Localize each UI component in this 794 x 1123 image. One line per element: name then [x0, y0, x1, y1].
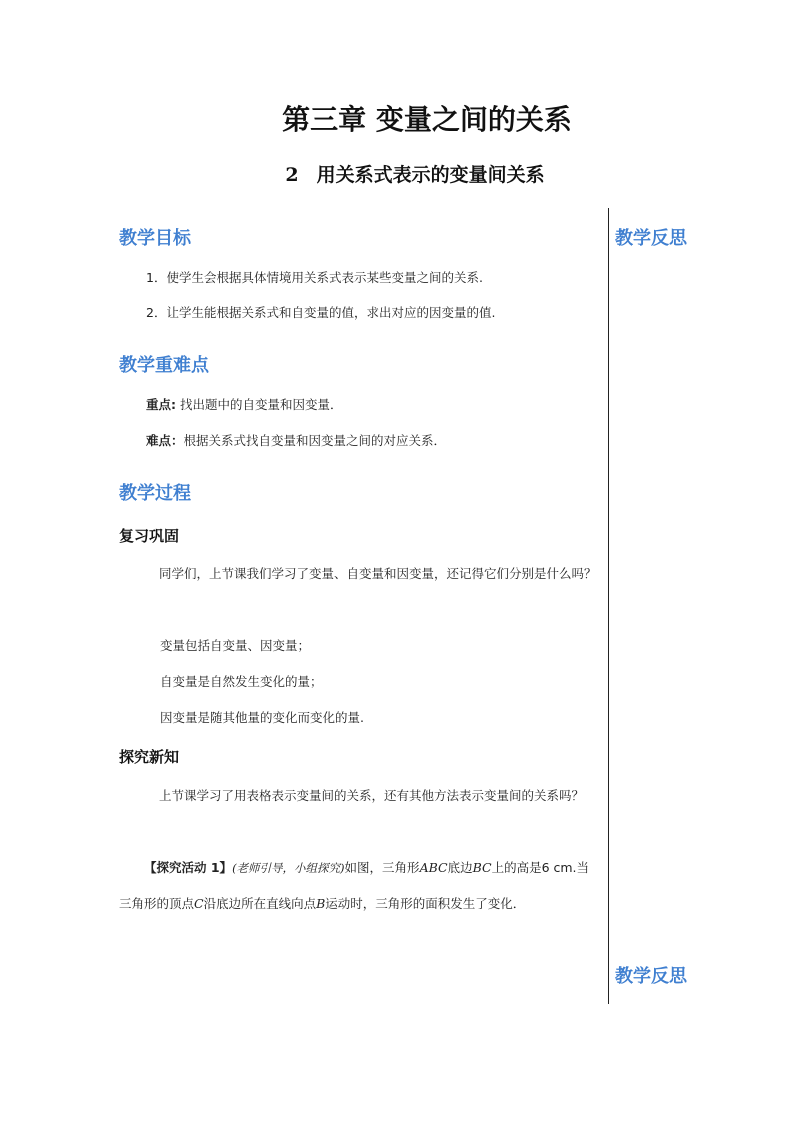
- base-name: BC: [472, 860, 492, 875]
- activity-text-1: 如图，三角形: [344, 860, 420, 875]
- triangle-name: ABC: [419, 860, 448, 875]
- review-line-3: 因变量是随其他量的变化而变化的量.: [160, 710, 364, 725]
- vertex-c: C: [194, 896, 204, 911]
- key-points-heading: 教学重难点: [119, 355, 209, 376]
- goal-item-1: 1．使学生会根据具体情境用关系式表示某些变量之间的关系.: [146, 270, 483, 285]
- difficulty-text: 根据关系式找自变量和因变量之间的对应关系．: [183, 433, 447, 448]
- activity-text-4: 沿底边所在直线向点: [203, 896, 317, 911]
- review-intro: 同学们，上节课我们学习了变量、自变量和因变量，还记得它们分别是什么吗？: [159, 566, 597, 581]
- activity-note: (老师引导，小组探究): [232, 861, 345, 875]
- chapter-title: 第三章 变量之间的关系: [282, 103, 572, 136]
- reflection-label-bottom: 教学反思: [615, 966, 687, 987]
- column-divider: [608, 208, 609, 1004]
- review-heading: 复习巩固: [119, 527, 180, 545]
- lesson-number: 2: [285, 164, 299, 186]
- review-line-2: 自变量是自然发生变化的量；: [160, 674, 323, 689]
- goal-item-2: 2．让学生能根据关系式和自变量的值，求出对应的因变量的值.: [146, 305, 496, 320]
- vertex-b: B: [316, 896, 326, 911]
- focus-text: 找出题中的自变量和因变量．: [176, 397, 343, 412]
- focus-label: 重点:: [146, 397, 176, 412]
- explore-intro: 上节课学习了用表格表示变量间的关系，还有其他方法表示变量间的关系吗？: [159, 788, 585, 803]
- explore-heading: 探究新知: [119, 748, 180, 766]
- activity-label: 【探究活动 1】: [144, 860, 233, 875]
- activity-text-3: 上的高是6 cm.当三角形的顶点: [119, 860, 590, 911]
- activity-paragraph: [119, 850, 601, 922]
- activity-text-2: 底边: [447, 860, 473, 875]
- activity-text-5: 运动时，三角形的面积发生了变化．: [325, 896, 526, 911]
- lesson-title: [0, 160, 794, 187]
- reflection-label-top: 教学反思: [615, 228, 687, 249]
- lesson-title-text: 用关系式表示的变量间关系: [316, 164, 545, 186]
- focus-line: [146, 395, 342, 415]
- goals-heading: 教学目标: [119, 228, 191, 249]
- difficulty-label: 难点：: [146, 433, 184, 448]
- review-line-1: 变量包括自变量、因变量；: [160, 638, 311, 653]
- process-heading: 教学过程: [119, 483, 191, 504]
- difficulty-line: [146, 431, 446, 451]
